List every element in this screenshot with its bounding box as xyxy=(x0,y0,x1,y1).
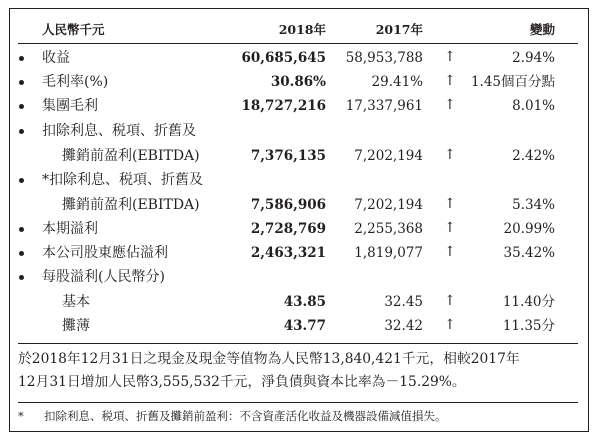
value-2018: 60,685,645 xyxy=(241,50,326,66)
footnote-marker: * xyxy=(18,409,24,423)
row-label: 每股溢利(人民幣分) xyxy=(42,269,165,285)
bullet-icon xyxy=(19,104,24,109)
table-row xyxy=(0,217,599,241)
change-value: 11.40分 xyxy=(502,294,555,310)
bullet-icon xyxy=(19,56,24,61)
row-label: 攤銷前盈利(EBITDA) xyxy=(62,197,200,213)
value-2017: 58,953,788 xyxy=(345,50,423,66)
value-2017: 29.41% xyxy=(371,74,423,90)
table-row xyxy=(0,241,599,265)
row-label: 毛利率(%) xyxy=(42,74,109,90)
bullet-icon xyxy=(19,251,24,256)
header-currency-label: 人民幣千元 xyxy=(42,22,105,37)
value-2018: 2,463,321 xyxy=(250,245,326,261)
table-row xyxy=(0,290,599,314)
change-value: 2.42% xyxy=(512,148,555,164)
header-year-2017: 2017年 xyxy=(375,22,423,37)
value-2018: 7,376,135 xyxy=(250,148,326,164)
change-value: 8.01% xyxy=(512,98,555,114)
bullet-icon xyxy=(19,178,24,183)
value-2018: 7,586,906 xyxy=(250,197,326,213)
row-label: 收益 xyxy=(42,50,70,66)
bullet-icon xyxy=(19,275,24,280)
row-label: 攤銷前盈利(EBITDA) xyxy=(62,148,200,164)
value-2017: 7,202,194 xyxy=(354,148,423,164)
value-2018: 18,727,216 xyxy=(241,98,326,114)
value-2017: 1,819,077 xyxy=(354,245,423,261)
bullet-icon xyxy=(19,129,24,134)
value-2018: 43.77 xyxy=(283,318,326,334)
header-year-2018: 2018年 xyxy=(278,22,326,37)
footnote-rule xyxy=(18,402,578,403)
up-arrow-icon: ↑ xyxy=(444,73,456,89)
table-row xyxy=(0,94,599,118)
row-label: 本期溢利 xyxy=(42,221,98,237)
up-arrow-icon: ↑ xyxy=(444,293,456,309)
row-label: *扣除利息、税項、折舊及 xyxy=(42,172,203,188)
value-2017: 32.45 xyxy=(384,294,423,310)
value-2017: 7,202,194 xyxy=(354,197,423,213)
row-label: 基本 xyxy=(62,294,90,310)
value-2018: 30.86% xyxy=(270,74,326,90)
up-arrow-icon: ↑ xyxy=(444,49,456,65)
up-arrow-icon: ↑ xyxy=(444,97,456,113)
value-2018: 43.85 xyxy=(283,294,326,310)
up-arrow-icon: ↑ xyxy=(444,317,456,333)
row-label: 本公司股東應佔溢利 xyxy=(42,245,168,261)
table-row xyxy=(0,70,599,94)
up-arrow-icon: ↑ xyxy=(444,196,456,212)
bullet-icon xyxy=(19,227,24,232)
value-2017: 17,337,961 xyxy=(345,98,423,114)
up-arrow-icon: ↑ xyxy=(444,244,456,260)
table-row xyxy=(0,314,599,338)
table-row xyxy=(0,46,599,70)
footnote-text: 扣除利息、税項、折舊及攤銷前盈利：不含資產活化收益及機器設備減值損失。 xyxy=(44,409,447,423)
table-row xyxy=(0,193,599,217)
table-row xyxy=(0,119,599,143)
value-2017: 32.42 xyxy=(384,318,423,334)
change-value: 5.34% xyxy=(512,197,555,213)
change-value: 2.94% xyxy=(512,50,555,66)
row-label: 攤薄 xyxy=(62,318,90,334)
table-row xyxy=(0,168,599,192)
row-label: 集團毛利 xyxy=(42,98,98,114)
value-2017: 2,255,368 xyxy=(354,221,423,237)
row-label: 扣除利息、税項、折舊及 xyxy=(42,123,196,139)
change-value: 35.42% xyxy=(503,245,555,261)
bullet-icon xyxy=(19,80,24,85)
table-row xyxy=(0,265,599,289)
table-bottom-rule xyxy=(18,343,578,344)
value-2018: 2,728,769 xyxy=(250,221,326,237)
change-value: 20.99% xyxy=(503,221,555,237)
table-row xyxy=(0,144,599,168)
up-arrow-icon: ↑ xyxy=(444,147,456,163)
cash-summary-line-1: 於2018年12月31日之現金及現金等值物為人民幣13,840,421千元，相較2017年 xyxy=(18,351,520,367)
change-value: 1.45個百分點 xyxy=(470,74,555,90)
change-value: 11.35分 xyxy=(502,318,555,334)
up-arrow-icon: ↑ xyxy=(444,220,456,236)
header-rule xyxy=(18,43,578,44)
header-change: 變動 xyxy=(529,22,555,37)
cash-summary-line-2: 12月31日增加人民幣3,555,532千元，淨負債與資本比率為－15.29%。 xyxy=(18,374,466,390)
